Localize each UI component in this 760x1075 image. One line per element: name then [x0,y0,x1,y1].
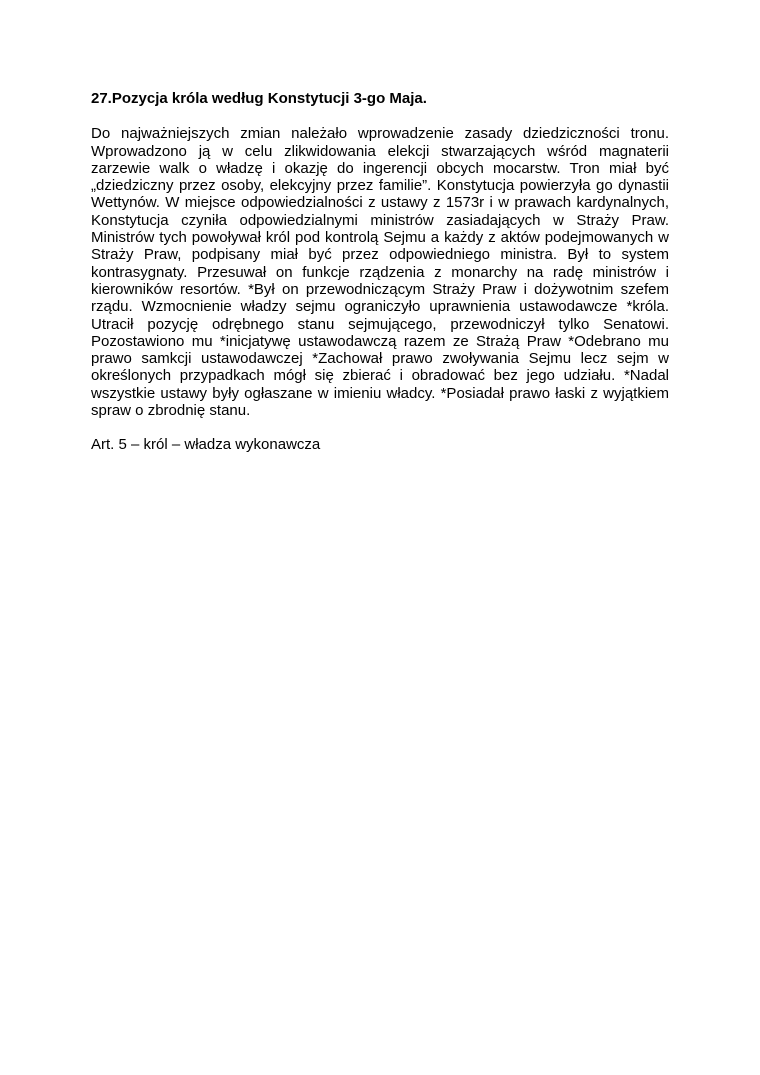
document-content [91,90,669,454]
document-title: 27.Pozycja króla według Konstytucji 3-go Maja. [91,90,427,107]
body-paragraph: Do najważniejszych zmian należało wprowadzenie zasady dziedziczności tronu. Wprowadzono ją w celu zlikwidowania elekcji stwarzających wśród magnaterii zarzewie walk o władzę i okazję do ingerencji obcych mocarstw. Tron miał być „dziedziczny przez osoby, elekcyjny przez familie”. Konstytucja powierzyła go dynastii Wettynów. W miejsce odpowiedzialności z ustawy z 1573r i w prawach kardynalnych, Konstytucja czyniła odpowiedzialnymi ministrów zasiadających w Straży Praw. Ministrów tych powoływał król pod kontrolą Sejmu a każdy z aktów podejmowanych w Straży Praw, podpisany miał być przez odpowiedniego ministra. Był to system kontrasygnaty. Przesuwał on funkcje rządzenia z monarchy na radę ministrów i kierowników resortów. *Był on przewodniczącym Straży Praw i dożywotnim szefem rządu. Wzmocnienie władzy sejmu ograniczyło uprawnienia ustawodawcze *króla. Utracił pozycję odrębnego stanu sejmującego, przewodniczył tylko Senatowi. Pozostawiono mu *inicjatywę ustawodawczą razem ze Strażą Praw *Odebrano mu prawo samkcji ustawodawczej *Zachował prawo zwoływania Sejmu lecz sejm w określonych przypadkach mógł się zbierać i obradować bez jego udziału. *Nadal wszystkie ustawy były ogłaszane w imieniu władcy. *Posiadał prawo łaski z wyjątkiem spraw o zbrodnię stanu. [91,125,669,420]
article-note: Art. 5 – król – władza wykonawcza [91,436,321,454]
